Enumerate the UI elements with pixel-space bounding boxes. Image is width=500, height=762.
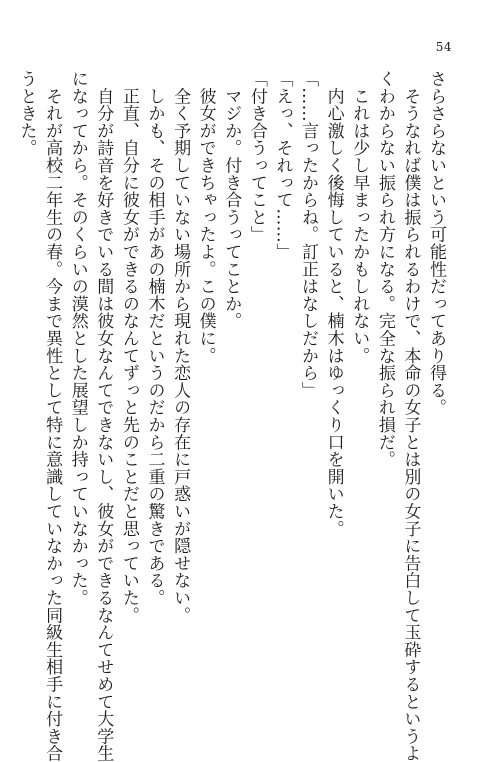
text-line: うときた。 (16, 70, 37, 157)
text-line: そうなれば僕は振られるわけで、本命の女子とは別の女子に告白して玉砕するというよ (400, 70, 421, 762)
page-number: 54 (435, 40, 452, 54)
text-line: 内心激しく後悔していると、楠木はゆっくり口を開いた。 (323, 70, 344, 538)
text-line: 正直、自分に彼女ができるのなんてずっと先のことだと思っていた。 (118, 70, 139, 624)
text-line: 全く予期していない場所から現れた恋人の存在に戸惑いが隠せない。 (170, 70, 191, 624)
text-line: しかも、その相手があの楠木だというのだから二重の驚きである。 (144, 70, 165, 607)
text-line: それが高校二年生の春。今まで異性として特に意識していなかった同級生相手に付き合 (42, 70, 63, 762)
text-line: これは少し早まったかもしれない。 (349, 70, 370, 365)
text-line: さらさらないという可能性だってあり得る。 (426, 70, 446, 416)
text-line: 自分が詩音を好きでいる間は彼女なんてできないし、彼女ができるなんてせめて大学生 (93, 70, 114, 762)
text-line: くわからない振られ方になる。完全な振られ損だ。 (374, 70, 395, 468)
text-line: 「付き合うってこと」 (246, 70, 267, 243)
text-line: 「……言ったからね。訂正はなしだから」 (298, 70, 319, 399)
text-line: マジか。付き合うってことか。 (221, 70, 242, 330)
body-text (16, 70, 448, 762)
text-line: 「えっ、それって……」 (272, 70, 293, 261)
text-line: 彼女ができちゃったよ。この僕に。 (195, 70, 216, 365)
text-line: になってから。そのくらいの漠然とした展望しか持っていなかった。 (67, 70, 88, 607)
